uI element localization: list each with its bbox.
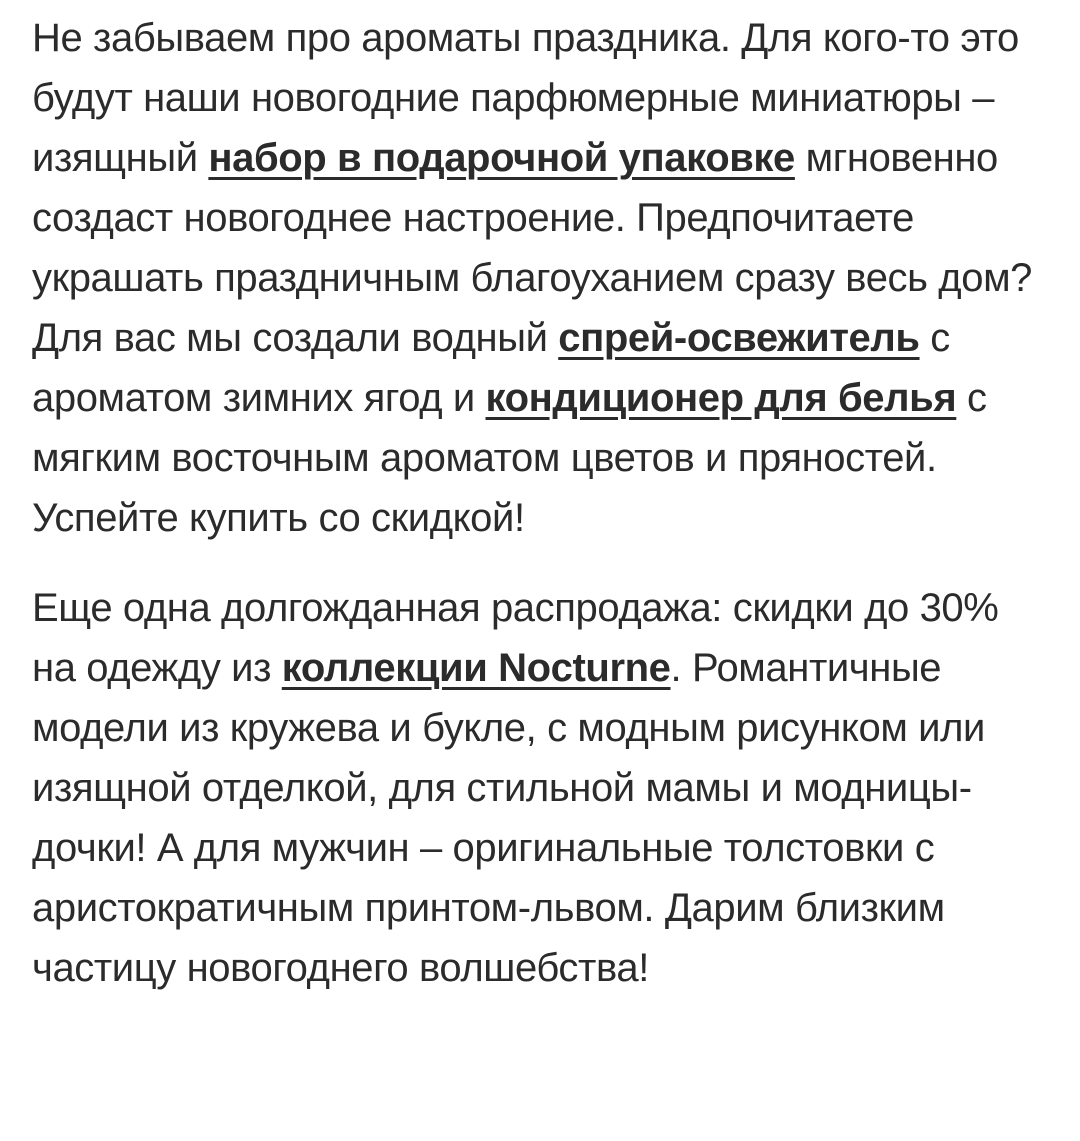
nocturne-collection-link[interactable]: коллекции Nocturne: [281, 646, 671, 690]
article-body: [32, 8, 1048, 998]
fabric-softener-link[interactable]: кондиционер для белья: [485, 376, 957, 420]
paragraph-text: Не забываем про ароматы праздника. Для кого-то это будут наши новогодние парфюмерные миниатюры – изящный: [32, 16, 1019, 180]
paragraph-text: с ароматом зимних ягод и: [32, 316, 950, 420]
paragraph-text: Еще одна долгожданная распродажа: скидки до 30% на одежду из: [32, 586, 999, 690]
paragraph-text: с мягким восточным ароматом цветов и пряностей. Успейте купить со скидкой!: [32, 376, 987, 540]
air-freshener-spray-link[interactable]: спрей-освежитель: [558, 316, 920, 360]
paragraph-clothing-sale: [32, 578, 1048, 998]
gift-set-link[interactable]: набор в подарочной упаковке: [208, 136, 795, 180]
paragraph-text: . Романтичные модели из кружева и букле, с модным рисунком или изящной отделкой, для стильной мамы и модницы-дочки! А для мужчин – оригинальные толстовки с аристократичным принтом-львом. Дарим близким частицу новогоднего волшебства!: [32, 646, 985, 990]
paragraph-fragrances: [32, 8, 1048, 548]
paragraph-text: мгновенно создаст новогоднее настроение. Предпочитаете украшать праздничным благоуханием сразу весь дом? Для вас мы создали водный: [32, 136, 1033, 360]
